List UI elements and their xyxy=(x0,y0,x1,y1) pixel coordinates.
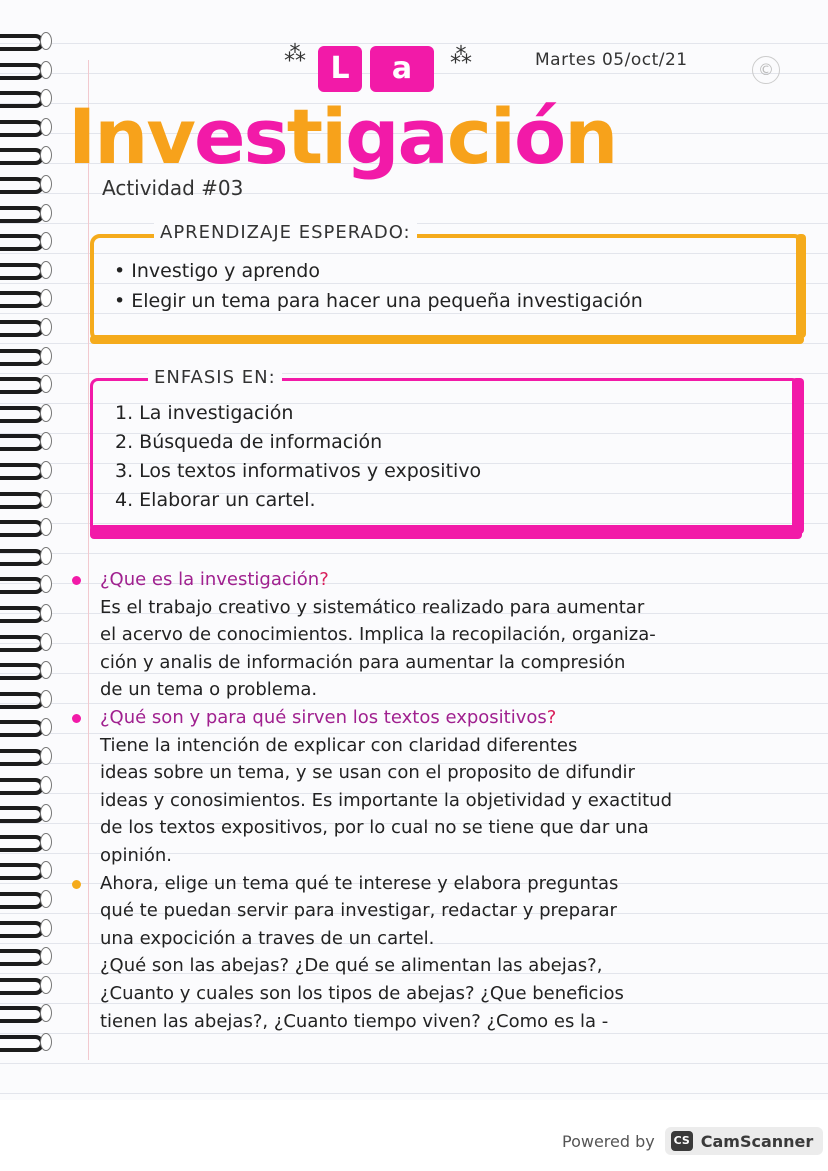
question-heading: ¿Que es la investigación? xyxy=(100,569,329,590)
bullet-dot xyxy=(72,880,81,889)
title-letter: n xyxy=(564,92,617,181)
box-shadow-bottom xyxy=(90,525,802,539)
camscanner-watermark xyxy=(562,1124,823,1158)
box-shadow-right xyxy=(796,234,806,338)
camscanner-brand: CamScanner xyxy=(700,1131,814,1151)
spiral-ring xyxy=(0,688,52,708)
answer-line: opinión. xyxy=(100,844,172,866)
spiral-ring xyxy=(0,345,52,365)
spiral-ring xyxy=(0,888,52,908)
spiral-ring xyxy=(0,831,52,851)
bullet-dot xyxy=(72,576,81,585)
learning-goal-label: APRENDIZAJE ESPERADO: xyxy=(154,222,417,243)
spiral-ring xyxy=(0,402,52,422)
spiral-ring xyxy=(0,230,52,250)
spiral-ring xyxy=(0,30,52,50)
emphasis-item: 2. Búsqueda de información xyxy=(115,431,383,453)
copyright-icon: © xyxy=(752,56,780,84)
page-title xyxy=(68,92,768,182)
camscanner-badge xyxy=(665,1127,824,1155)
title-letter: e xyxy=(193,92,244,181)
research-question-line: tienen las abejas?, ¿Cuanto tiempo viven? ¿Como es la - xyxy=(100,1010,609,1032)
box-shadow-bottom xyxy=(90,335,804,344)
title-letter: s xyxy=(243,92,287,181)
answer-line: de los textos expositivos, por lo cual no se tiene que dar una xyxy=(100,817,649,839)
title-letter: v xyxy=(146,92,194,181)
spiral-ring xyxy=(0,573,52,593)
research-question-line: ¿Cuanto y cuales son los tipos de abejas? ¿Que beneficios xyxy=(100,982,624,1004)
spiral-ring xyxy=(0,59,52,79)
spiral-ring xyxy=(0,202,52,222)
spiral-ring xyxy=(0,802,52,822)
activity-number: Actividad #03 xyxy=(102,176,244,200)
spiral-ring xyxy=(0,659,52,679)
title-letter-l: L xyxy=(318,46,362,92)
title-letter: g xyxy=(345,92,398,181)
notes-body xyxy=(72,566,772,1035)
title-letter: n xyxy=(94,92,147,181)
emphasis-item: 1. La investigación xyxy=(115,402,294,424)
bullet-dot xyxy=(72,714,81,723)
sparkle-icon-left: ⁂ xyxy=(284,42,306,67)
title-letter: i xyxy=(489,92,514,181)
spiral-ring xyxy=(0,545,52,565)
answer-line: Tiene la intención de explicar con claridad diferentes xyxy=(100,734,578,756)
powered-by-label: Powered by xyxy=(562,1131,655,1151)
spiral-ring xyxy=(0,716,52,736)
answer-line: ción y analis de información para aumentar la compresión xyxy=(100,651,626,673)
title-letter: i xyxy=(321,92,346,181)
emphasis-item: 4. Elaborar un cartel. xyxy=(115,489,316,511)
spiral-ring xyxy=(0,1002,52,1022)
title-letter: a xyxy=(397,92,447,181)
emphasis-label: ENFASIS EN: xyxy=(148,367,282,388)
camscanner-logo-icon: CS xyxy=(671,1131,693,1151)
box-shadow-right xyxy=(792,378,804,534)
spiral-ring xyxy=(0,631,52,651)
title-letter: c xyxy=(446,92,490,181)
spiral-ring xyxy=(0,144,52,164)
instruction-line: qué te puedan servir para investigar, redactar y preparar xyxy=(100,900,617,922)
spiral-ring xyxy=(0,945,52,965)
spiral-ring xyxy=(0,287,52,307)
spiral-ring xyxy=(0,116,52,136)
spiral-ring xyxy=(0,974,52,994)
instruction-line: una expocición a traves de un cartel. xyxy=(100,927,435,949)
learning-goal-box xyxy=(90,222,804,342)
spiral-ring xyxy=(0,859,52,879)
research-question-line: ¿Qué son las abejas? ¿De qué se alimentan las abejas?, xyxy=(100,955,603,977)
spiral-ring xyxy=(0,373,52,393)
answer-line: de un tema o problema. xyxy=(100,679,318,701)
spiral-ring xyxy=(0,516,52,536)
spiral-ring xyxy=(0,917,52,937)
spiral-ring xyxy=(0,459,52,479)
title-letter: I xyxy=(68,92,95,181)
answer-line: Es el trabajo creativo y sistemático realizado para aumentar xyxy=(100,596,645,618)
spiral-ring xyxy=(0,602,52,622)
spiral-ring xyxy=(0,745,52,765)
learning-goal-item: • Elegir un tema para hacer una pequeña investigación xyxy=(114,290,643,312)
spiral-ring xyxy=(0,488,52,508)
spiral-binding xyxy=(0,30,62,1060)
question-heading: ¿Qué son y para qué sirven los textos expositivos? xyxy=(100,706,557,728)
spiral-ring xyxy=(0,87,52,107)
date-label: Martes 05/oct/21 xyxy=(535,50,688,70)
title-letter: ó xyxy=(513,92,565,181)
answer-line: ideas sobre un tema, y se usan con el proposito de difundir xyxy=(100,762,635,784)
emphasis-item: 3. Los textos informativos y expositivo xyxy=(115,460,482,482)
emphasis-box xyxy=(90,367,800,534)
spiral-ring xyxy=(0,774,52,794)
spiral-ring xyxy=(0,259,52,279)
instruction-line: Ahora, elige un tema qué te interese y elabora preguntas xyxy=(100,872,619,894)
spiral-ring xyxy=(0,316,52,336)
answer-line: ideas y conosimientos. Es importante la objetividad y exactitud xyxy=(100,789,673,811)
spiral-ring xyxy=(0,430,52,450)
spiral-ring xyxy=(0,1031,52,1051)
learning-goal-item: • Investigo y aprendo xyxy=(114,260,320,282)
sparkle-icon-right: ⁂ xyxy=(450,44,472,69)
spiral-ring xyxy=(0,173,52,193)
answer-line: el acervo de conocimientos. Implica la recopilación, organiza- xyxy=(100,624,656,646)
title-letter-a: a xyxy=(370,46,434,92)
title-letter: t xyxy=(286,92,322,181)
